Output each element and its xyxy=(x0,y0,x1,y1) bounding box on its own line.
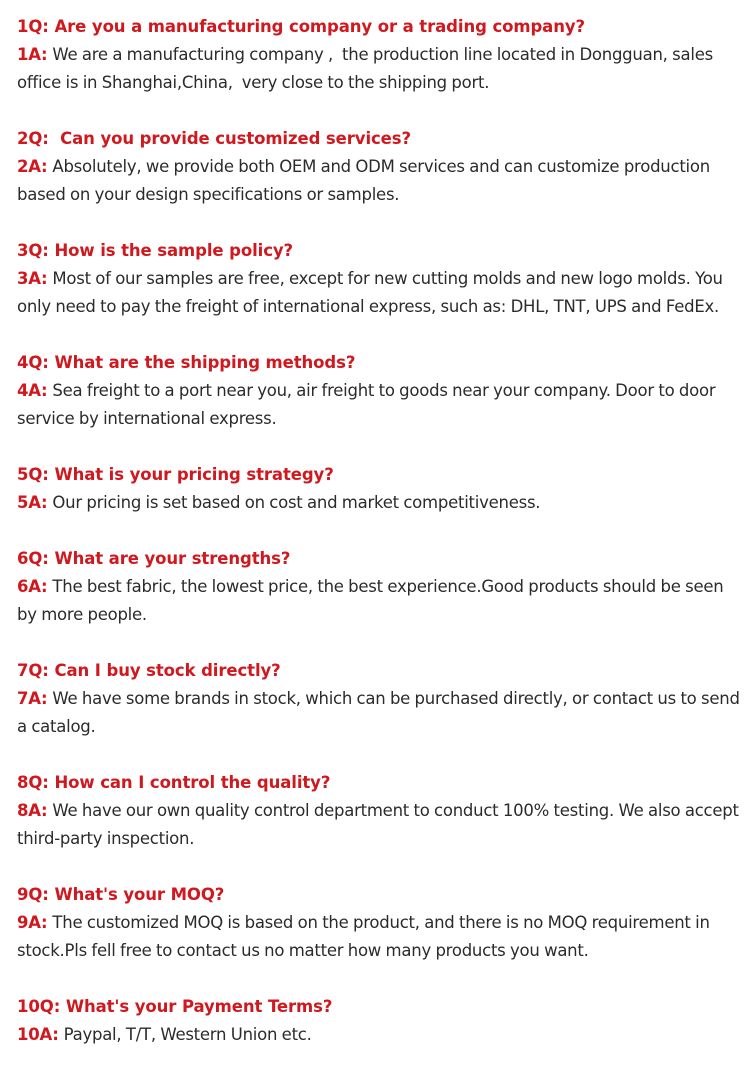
faq-question xyxy=(17,657,741,685)
faq-item-8 xyxy=(17,769,741,853)
faq-answer xyxy=(17,797,741,853)
answer-label: 4A: xyxy=(17,381,48,400)
question-label: 9Q: xyxy=(17,885,49,904)
faq-question xyxy=(17,237,741,265)
faq-question xyxy=(17,13,741,41)
question-text: What's your Payment Terms? xyxy=(65,997,333,1016)
faq-item-7 xyxy=(17,657,741,741)
faq-item-2 xyxy=(17,125,741,209)
question-label: 3Q: xyxy=(17,241,49,260)
faq-answer xyxy=(17,685,741,741)
faq-answer xyxy=(17,1021,741,1049)
faq-answer xyxy=(17,41,741,97)
answer-text: We have some brands in stock, which can be purchased directly, or contact us to send a catalog. xyxy=(17,689,740,736)
question-label: 5Q: xyxy=(17,465,49,484)
faq-item-4 xyxy=(17,349,741,433)
question-text: What's your MOQ? xyxy=(54,885,225,904)
answer-text: Sea freight to a port near you, air freight to goods near your company. Door to door service by international express. xyxy=(17,381,716,428)
answer-text: We are a manufacturing company , the production line located in Dongguan, sales office is in Shanghai,China, very close to the shipping port. xyxy=(17,45,713,92)
question-label: 6Q: xyxy=(17,549,49,568)
faq-question xyxy=(17,349,741,377)
faq-question xyxy=(17,881,741,909)
faq-answer xyxy=(17,489,741,517)
faq-answer xyxy=(17,153,741,209)
answer-text: The best fabric, the lowest price, the best experience.Good products should be seen by more people. xyxy=(17,577,724,624)
answer-label: 7A: xyxy=(17,689,48,708)
answer-text: Paypal, T/T, Western Union etc. xyxy=(63,1025,312,1044)
answer-label: 6A: xyxy=(17,577,48,596)
question-label: 4Q: xyxy=(17,353,49,372)
question-label: 7Q: xyxy=(17,661,49,680)
question-text: What are the shipping methods? xyxy=(54,353,356,372)
faq-answer xyxy=(17,377,741,433)
faq-question xyxy=(17,769,741,797)
faq-question xyxy=(17,125,741,153)
question-text: Are you a manufacturing company or a trading company? xyxy=(54,17,585,36)
faq-item-5 xyxy=(17,461,741,517)
question-text: What is your pricing strategy? xyxy=(54,465,334,484)
question-label: 10Q: xyxy=(17,997,61,1016)
answer-label: 10A: xyxy=(17,1025,59,1044)
faq-item-3 xyxy=(17,237,741,321)
answer-label: 5A: xyxy=(17,493,48,512)
faq-answer xyxy=(17,265,741,321)
answer-text: Absolutely, we provide both OEM and ODM services and can customize production based on your design specifications or samples. xyxy=(17,157,710,204)
faq-question xyxy=(17,993,741,1021)
answer-label: 2A: xyxy=(17,157,48,176)
question-label: 8Q: xyxy=(17,773,49,792)
faq-item-1 xyxy=(17,13,741,97)
faq-item-6 xyxy=(17,545,741,629)
answer-text: Most of our samples are free, except for new cutting molds and new logo molds. You only need to pay the freight of international express, such as: DHL, TNT, UPS and FedEx. xyxy=(17,269,723,316)
question-text: How can I control the quality? xyxy=(54,773,331,792)
answer-label: 9A: xyxy=(17,913,48,932)
answer-text: The customized MOQ is based on the product, and there is no MOQ requirement in stock.Pls fell free to contact us no matter how many products you want. xyxy=(17,913,710,960)
answer-label: 1A: xyxy=(17,45,48,64)
question-text: How is the sample policy? xyxy=(54,241,294,260)
question-text: What are your strengths? xyxy=(54,549,291,568)
faq-question xyxy=(17,545,741,573)
answer-text: Our pricing is set based on cost and market competitiveness. xyxy=(52,493,541,512)
answer-label: 8A: xyxy=(17,801,48,820)
question-label: 2Q: xyxy=(17,129,49,148)
faq-question xyxy=(17,461,741,489)
faq-item-9 xyxy=(17,881,741,965)
question-text: Can you provide customized services? xyxy=(60,129,411,148)
question-label: 1Q: xyxy=(17,17,49,36)
question-text: Can I buy stock directly? xyxy=(54,661,281,680)
faq-answer xyxy=(17,573,741,629)
faq-item-10 xyxy=(17,993,741,1049)
faq-answer xyxy=(17,909,741,965)
answer-label: 3A: xyxy=(17,269,48,288)
answer-text: We have our own quality control department to conduct 100% testing. We also accept third-party inspection. xyxy=(17,801,739,848)
